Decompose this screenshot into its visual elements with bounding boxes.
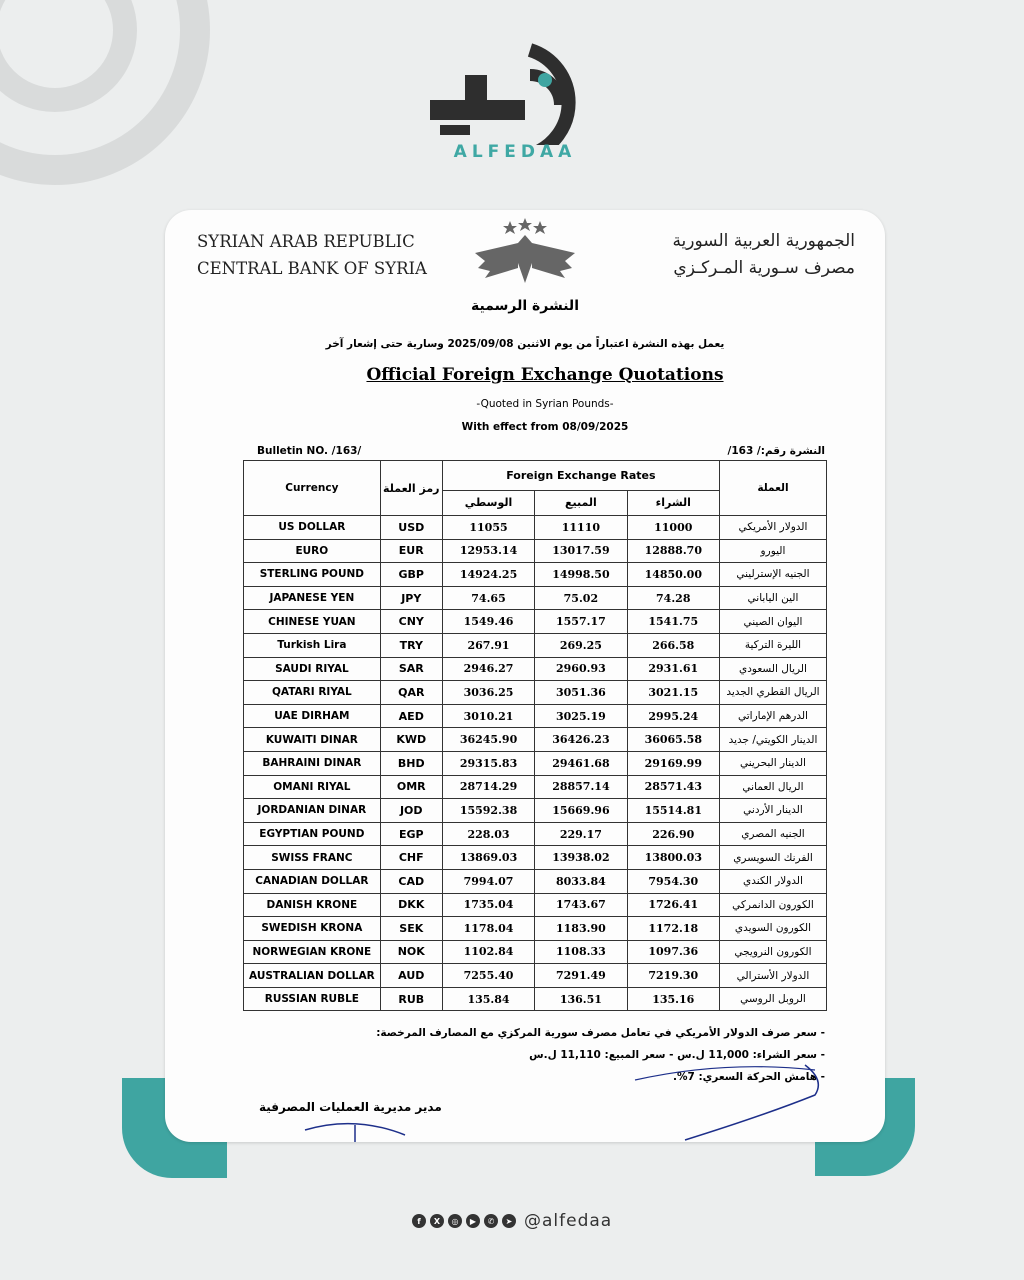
alfedaa-logo (420, 30, 610, 160)
rate-sell: 14998.50 (535, 563, 627, 587)
currency-code: AUD (380, 964, 442, 988)
header-code: رمز العملة (380, 461, 442, 516)
rate-buy: 266.58 (627, 633, 719, 657)
currency-name-ar: الدينار البحريني (719, 751, 826, 775)
currency-name-ar: الدينار الكويتي/ جديد (719, 728, 826, 752)
rate-buy: 2995.24 (627, 704, 719, 728)
currency-name-ar: الجنيه المصري (719, 822, 826, 846)
currency-name-ar: اليوان الصيني (719, 610, 826, 634)
currency-code: QAR (380, 681, 442, 705)
currency-code: DKK (380, 893, 442, 917)
header-buy: الشراء (627, 490, 719, 515)
currency-name: UAE DIRHAM (244, 704, 381, 728)
rate-mid: 3010.21 (442, 704, 534, 728)
rate-mid: 28714.29 (442, 775, 534, 799)
rate-buy: 1172.18 (627, 917, 719, 941)
rate-buy: 1097.36 (627, 940, 719, 964)
rate-sell: 229.17 (535, 822, 627, 846)
currency-name: SAUDI RIYAL (244, 657, 381, 681)
rate-sell: 8033.84 (535, 869, 627, 893)
currency-name-ar: الجنيه الإسترليني (719, 563, 826, 587)
rate-sell: 1108.33 (535, 940, 627, 964)
currency-name-ar: الكورون النرويجي (719, 940, 826, 964)
effective-date: With effect from 08/09/2025 (461, 421, 629, 433)
signatory-title: مدير مديرية العمليات المصرفية (259, 1100, 442, 1114)
currency-code: USD (380, 516, 442, 540)
currency-name-ar: الكورون الدانمركي (719, 893, 826, 917)
currency-name-ar: الكورون السويدي (719, 917, 826, 941)
rate-buy: 14850.00 (627, 563, 719, 587)
currency-name: CANADIAN DOLLAR (244, 869, 381, 893)
currency-name-ar: الدولار الأمريكي (719, 516, 826, 540)
rate-sell: 7291.49 (535, 964, 627, 988)
rate-sell: 75.02 (535, 586, 627, 610)
facebook-icon[interactable]: f (412, 1214, 426, 1228)
currency-name: NORWEGIAN KRONE (244, 940, 381, 964)
currency-code: BHD (380, 751, 442, 775)
currency-name-ar: الريال العماني (719, 775, 826, 799)
currency-name: SWISS FRANC (244, 846, 381, 870)
republic-name-ar: الجمهورية العربية السورية (672, 231, 855, 251)
rate-buy: 29169.99 (627, 751, 719, 775)
rate-mid: 29315.83 (442, 751, 534, 775)
background-swirl (0, 0, 230, 220)
currency-code: CNY (380, 610, 442, 634)
currency-code: JPY (380, 586, 442, 610)
currency-name-ar: الدينار الأردني (719, 799, 826, 823)
currency-code: CAD (380, 869, 442, 893)
header-currency: Currency (244, 461, 381, 516)
rate-sell: 1743.67 (535, 893, 627, 917)
rate-mid: 267.91 (442, 633, 534, 657)
arabic-effective-note: يعمل بهذه النشرة اعتباراً من يوم الاثنين 2025/09/08 وسارية حتى إشعار آخر (325, 338, 725, 350)
rate-sell: 15669.96 (535, 799, 627, 823)
currency-code: AED (380, 704, 442, 728)
currency-code: EGP (380, 822, 442, 846)
rate-sell: 1557.17 (535, 610, 627, 634)
whatsapp-icon[interactable]: ✆ (484, 1214, 498, 1228)
telegram-icon[interactable]: ➤ (502, 1214, 516, 1228)
rate-buy: 135.16 (627, 987, 719, 1011)
header-sell: المبيع (535, 490, 627, 515)
rate-sell: 136.51 (535, 987, 627, 1011)
currency-name: QATARI RIYAL (244, 681, 381, 705)
currency-code: SAR (380, 657, 442, 681)
rate-buy: 15514.81 (627, 799, 719, 823)
header-rates: Foreign Exchange Rates (442, 461, 719, 491)
rate-buy: 1541.75 (627, 610, 719, 634)
rate-mid: 228.03 (442, 822, 534, 846)
bulletin-number-ar: النشرة رقم:/ 163/ (727, 445, 825, 457)
currency-name: RUSSIAN RUBLE (244, 987, 381, 1011)
currency-name-ar: الدولار الأسترالي (719, 964, 826, 988)
rate-sell: 36426.23 (535, 728, 627, 752)
rate-mid: 3036.25 (442, 681, 534, 705)
currency-code: KWD (380, 728, 442, 752)
currency-code: JOD (380, 799, 442, 823)
rate-mid: 1178.04 (442, 917, 534, 941)
rate-buy: 7219.30 (627, 964, 719, 988)
rate-buy: 36065.58 (627, 728, 719, 752)
currency-name-ar: الروبل الروسي (719, 987, 826, 1011)
social-bar (412, 1210, 612, 1232)
rate-mid: 1102.84 (442, 940, 534, 964)
rate-mid: 7994.07 (442, 869, 534, 893)
rate-buy: 28571.43 (627, 775, 719, 799)
currency-code: CHF (380, 846, 442, 870)
rate-sell: 3051.36 (535, 681, 627, 705)
header-ar-currency: العملة (719, 461, 826, 516)
rate-mid: 13869.03 (442, 846, 534, 870)
signature-scribbles (165, 210, 885, 1142)
note-line: - سعر صرف الدولار الأمريكي في تعامل مصرف سورية المركزي مع المصارف المرخصة: (376, 1027, 825, 1039)
currency-name: AUSTRALIAN DOLLAR (244, 964, 381, 988)
rate-mid: 7255.40 (442, 964, 534, 988)
rate-mid: 2946.27 (442, 657, 534, 681)
currency-name: BAHRAINI DINAR (244, 751, 381, 775)
currency-name: EGYPTIAN POUND (244, 822, 381, 846)
youtube-icon[interactable]: ▶ (466, 1214, 480, 1228)
rate-buy: 12888.70 (627, 539, 719, 563)
currency-code: RUB (380, 987, 442, 1011)
rate-mid: 12953.14 (442, 539, 534, 563)
rate-sell: 3025.19 (535, 704, 627, 728)
currency-name-ar: الدولار الكندي (719, 869, 826, 893)
currency-name: SWEDISH KRONA (244, 917, 381, 941)
note-line: - هامش الحركة السعري: 7%. (673, 1071, 825, 1083)
rate-mid: 15592.38 (442, 799, 534, 823)
rate-mid: 135.84 (442, 987, 534, 1011)
rate-sell: 29461.68 (535, 751, 627, 775)
rate-buy: 3021.15 (627, 681, 719, 705)
currency-name-ar: الريال القطري الجديد (719, 681, 826, 705)
rate-buy: 11000 (627, 516, 719, 540)
currency-name: DANISH KRONE (244, 893, 381, 917)
currency-name: KUWAITI DINAR (244, 728, 381, 752)
currency-name-ar: الدرهم الإماراتي (719, 704, 826, 728)
bank-name: CENTRAL BANK OF SYRIA (197, 259, 427, 278)
rate-sell: 13017.59 (535, 539, 627, 563)
currency-name-ar: اليورو (719, 539, 826, 563)
currency-name: STERLING POUND (244, 563, 381, 587)
rate-mid: 14924.25 (442, 563, 534, 587)
header-mid: الوسطي (442, 490, 534, 515)
rate-buy: 13800.03 (627, 846, 719, 870)
rate-sell: 2960.93 (535, 657, 627, 681)
currency-name: JAPANESE YEN (244, 586, 381, 610)
currency-name: US DOLLAR (244, 516, 381, 540)
currency-code: GBP (380, 563, 442, 587)
currency-code: SEK (380, 917, 442, 941)
note-line: - سعر الشراء: 11,000 ل.س - سعر المبيع: 11,110 ل.س (529, 1049, 825, 1061)
bulletin-number: Bulletin NO. /163/ (257, 445, 362, 457)
currency-name: OMANI RIYAL (244, 775, 381, 799)
rate-mid: 74.65 (442, 586, 534, 610)
rate-sell: 28857.14 (535, 775, 627, 799)
currency-code: NOK (380, 940, 442, 964)
currency-name-ar: الليرة التركية (719, 633, 826, 657)
rate-buy: 1726.41 (627, 893, 719, 917)
currency-name: JORDANIAN DINAR (244, 799, 381, 823)
rate-mid: 11055 (442, 516, 534, 540)
currency-name: CHINESE YUAN (244, 610, 381, 634)
currency-code: EUR (380, 539, 442, 563)
arabic-title: النشرة الرسمية (471, 298, 579, 314)
quoted-note: -Quoted in Syrian Pounds- (476, 398, 614, 410)
bulletin-document (165, 210, 885, 1142)
republic-name: SYRIAN ARAB REPUBLIC (197, 232, 415, 251)
currency-code: OMR (380, 775, 442, 799)
currency-name: Turkish Lira (244, 633, 381, 657)
currency-name-ar: الفرنك السويسري (719, 846, 826, 870)
bank-name-ar: مصرف سـورية المـركـزي (673, 258, 855, 278)
currency-name-ar: الين الياباني (719, 586, 826, 610)
currency-name-ar: الريال السعودي (719, 657, 826, 681)
rate-buy: 74.28 (627, 586, 719, 610)
rate-sell: 13938.02 (535, 846, 627, 870)
social-handle[interactable]: @alfedaa (524, 1211, 613, 1231)
x-icon[interactable]: X (430, 1214, 444, 1228)
rate-buy: 7954.30 (627, 869, 719, 893)
rate-mid: 36245.90 (442, 728, 534, 752)
currency-name: EURO (244, 539, 381, 563)
rate-sell: 1183.90 (535, 917, 627, 941)
page-title: Official Foreign Exchange Quotations (366, 365, 724, 385)
brand-name: ALFEDAA (453, 142, 577, 162)
instagram-icon[interactable]: ◎ (448, 1214, 462, 1228)
rate-sell: 11110 (535, 516, 627, 540)
rate-buy: 226.90 (627, 822, 719, 846)
rate-buy: 2931.61 (627, 657, 719, 681)
rate-sell: 269.25 (535, 633, 627, 657)
currency-code: TRY (380, 633, 442, 657)
rate-mid: 1549.46 (442, 610, 534, 634)
rate-mid: 1735.04 (442, 893, 534, 917)
